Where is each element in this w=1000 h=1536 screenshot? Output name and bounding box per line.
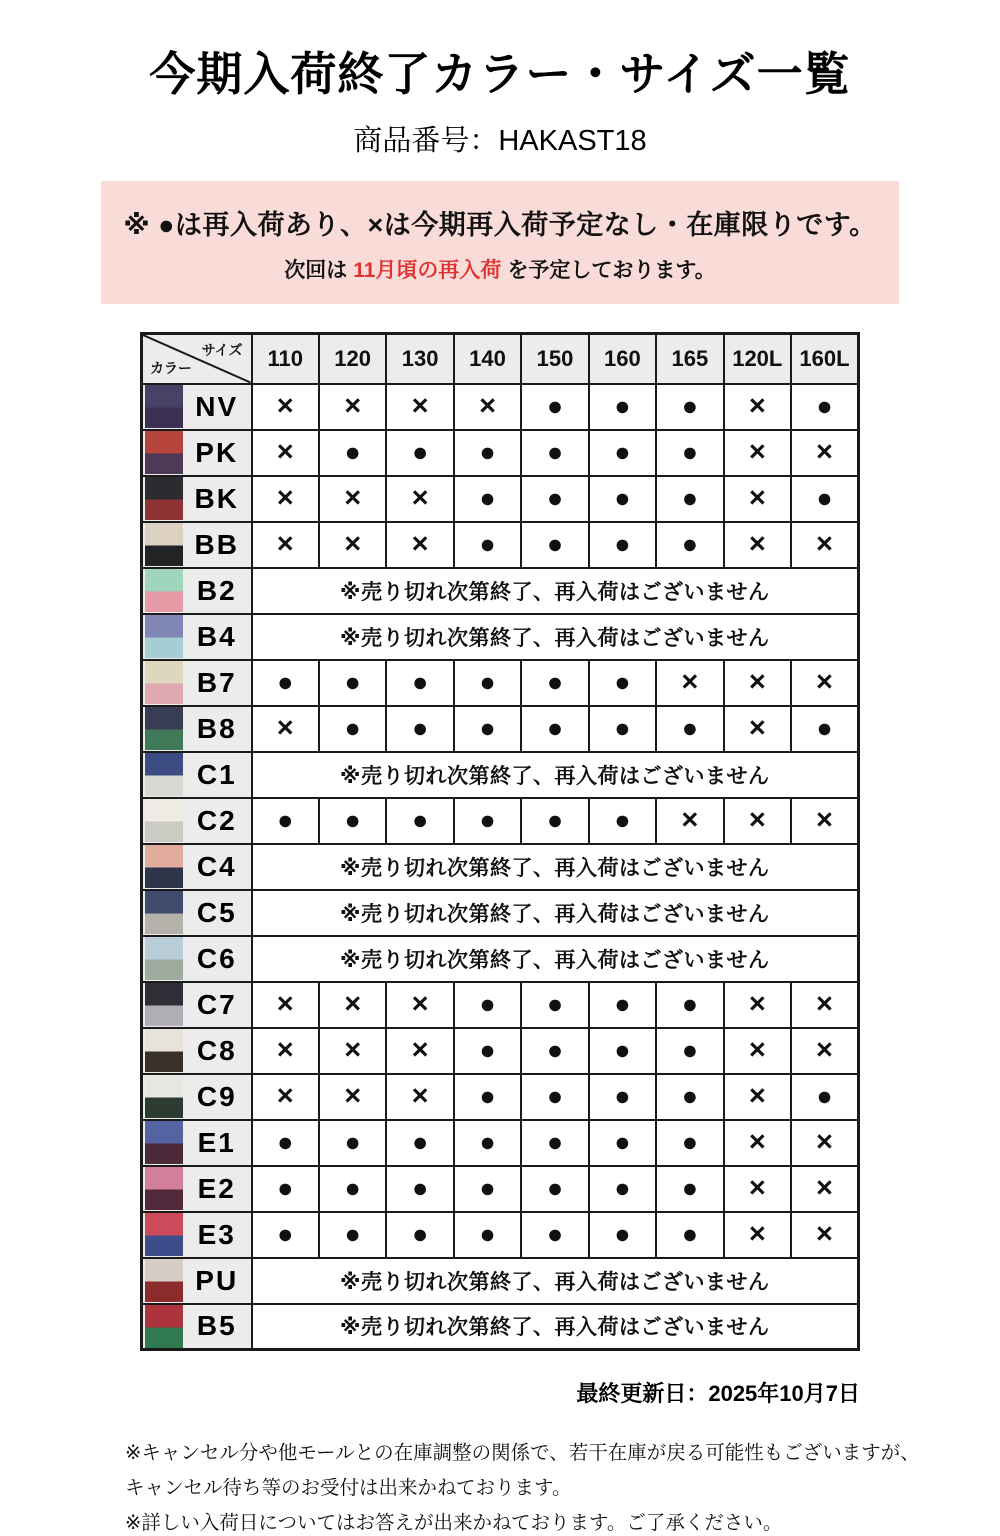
availability-mark-x: × [724, 1074, 791, 1120]
color-thumbnail [145, 661, 183, 704]
availability-mark-dot: ● [521, 430, 588, 476]
color-row-header [142, 936, 252, 982]
availability-mark-dot: ● [791, 706, 859, 752]
availability-mark-dot: ● [252, 1212, 319, 1258]
availability-mark-dot: ● [252, 798, 319, 844]
availability-mark-x: × [724, 1028, 791, 1074]
availability-mark-dot: ● [656, 1028, 723, 1074]
color-row-header [142, 890, 252, 936]
availability-mark-dot: ● [589, 1028, 656, 1074]
availability-mark-dot: ● [521, 798, 588, 844]
color-code-label: C2 [196, 804, 237, 836]
corner-color-label: カラー [150, 359, 192, 376]
availability-mark-x: × [724, 1212, 791, 1258]
availability-mark-dot: ● [521, 522, 588, 568]
table-row [142, 798, 859, 844]
color-thumbnail [145, 385, 183, 428]
availability-mark-dot: ● [319, 1212, 386, 1258]
color-thumbnail [145, 1075, 183, 1118]
color-code-label: B4 [196, 620, 237, 652]
color-row-header [142, 476, 252, 522]
color-row-header [142, 706, 252, 752]
availability-mark-dot: ● [521, 476, 588, 522]
color-code-label: PK [195, 436, 239, 468]
availability-mark-dot: ● [454, 430, 521, 476]
availability-mark-dot: ● [589, 430, 656, 476]
availability-mark-x: × [791, 430, 859, 476]
availability-mark-x: × [319, 982, 386, 1028]
availability-mark-dot: ● [521, 1120, 588, 1166]
color-code-label: E3 [197, 1218, 236, 1250]
size-column-header: 150 [521, 334, 588, 384]
notice-legend: ※ ●は再入荷あり、×は今期再入荷予定なし・在庫限りです。 [123, 210, 877, 240]
availability-mark-dot: ● [521, 982, 588, 1028]
availability-mark-dot: ● [319, 1166, 386, 1212]
availability-mark-dot: ● [521, 660, 588, 706]
color-thumbnail [145, 477, 183, 520]
availability-mark-x: × [791, 1028, 859, 1074]
availability-mark-x: × [252, 430, 319, 476]
color-thumbnail [145, 569, 183, 612]
availability-mark-x: × [454, 384, 521, 430]
availability-mark-dot: ● [656, 706, 723, 752]
availability-mark-dot: ● [454, 522, 521, 568]
availability-mark-dot: ● [656, 1120, 723, 1166]
color-row-header [142, 752, 252, 798]
availability-mark-dot: ● [319, 706, 386, 752]
availability-mark-dot: ● [589, 476, 656, 522]
color-thumbnail [145, 1029, 183, 1072]
color-code-label: C8 [196, 1034, 237, 1066]
color-thumbnail [145, 753, 183, 796]
availability-mark-dot: ● [386, 430, 453, 476]
availability-mark-x: × [319, 1074, 386, 1120]
availability-mark-x: × [791, 1212, 859, 1258]
availability-mark-dot: ● [319, 430, 386, 476]
availability-mark-x: × [724, 522, 791, 568]
color-thumbnail [145, 523, 183, 566]
color-code-label: E1 [197, 1126, 236, 1158]
availability-mark-dot: ● [589, 706, 656, 752]
size-column-header: 160L [791, 334, 859, 384]
table-row [142, 568, 859, 614]
color-row-header [142, 384, 252, 430]
size-header-row [142, 334, 859, 384]
availability-mark-dot: ● [656, 1074, 723, 1120]
footnotes [125, 1436, 940, 1536]
availability-mark-dot: ● [656, 982, 723, 1028]
color-row-header [142, 1120, 252, 1166]
table-row [142, 752, 859, 798]
color-code-label: B5 [196, 1310, 237, 1342]
availability-mark-x: × [724, 706, 791, 752]
availability-mark-x: × [724, 476, 791, 522]
availability-mark-x: × [319, 476, 386, 522]
availability-mark-x: × [386, 476, 453, 522]
footnote-line: ※キャンセル分や他モールとの在庫調整の関係で、若干在庫が戻る可能性もございますが、 [125, 1442, 920, 1464]
availability-mark-dot: ● [252, 660, 319, 706]
availability-mark-x: × [319, 522, 386, 568]
availability-mark-x: × [656, 798, 723, 844]
size-column-header: 165 [656, 334, 723, 384]
availability-mark-x: × [252, 384, 319, 430]
color-code-label: C1 [196, 758, 237, 790]
color-code-label: B7 [196, 666, 237, 698]
notice-restock-suffix: を予定しております。 [507, 259, 716, 282]
color-code-label: C9 [196, 1080, 237, 1112]
table-row [142, 1028, 859, 1074]
color-row-header [142, 844, 252, 890]
size-column-header: 130 [386, 334, 453, 384]
color-code-label: C5 [196, 896, 237, 928]
size-column-header: 120L [724, 334, 791, 384]
availability-mark-dot: ● [386, 660, 453, 706]
availability-mark-dot: ● [791, 384, 859, 430]
color-row-header [142, 1212, 252, 1258]
availability-mark-dot: ● [791, 1074, 859, 1120]
availability-mark-dot: ● [454, 1212, 521, 1258]
availability-mark-dot: ● [521, 384, 588, 430]
color-thumbnail [145, 1213, 183, 1256]
availability-mark-dot: ● [454, 798, 521, 844]
availability-mark-dot: ● [521, 1166, 588, 1212]
table-row [142, 1120, 859, 1166]
availability-mark-x: × [252, 982, 319, 1028]
availability-mark-dot: ● [589, 384, 656, 430]
availability-mark-x: × [252, 522, 319, 568]
color-row-header [142, 614, 252, 660]
availability-mark-dot: ● [386, 706, 453, 752]
size-column-header: 140 [454, 334, 521, 384]
color-thumbnail [145, 431, 183, 474]
color-row-header [142, 1028, 252, 1074]
table-row [142, 384, 859, 430]
availability-mark-x: × [252, 1074, 319, 1120]
table-row [142, 706, 859, 752]
table-row [142, 430, 859, 476]
color-thumbnail [145, 1259, 183, 1302]
soldout-note: ※売り切れ次第終了、再入荷はございません [252, 890, 859, 936]
notice-box [101, 181, 899, 304]
soldout-note: ※売り切れ次第終了、再入荷はございません [252, 614, 859, 660]
color-row-header [142, 798, 252, 844]
table-row [142, 522, 859, 568]
availability-mark-x: × [252, 476, 319, 522]
availability-mark-dot: ● [521, 1028, 588, 1074]
availability-mark-dot: ● [656, 430, 723, 476]
availability-mark-dot: ● [521, 1212, 588, 1258]
availability-mark-x: × [656, 660, 723, 706]
availability-mark-x: × [724, 798, 791, 844]
availability-mark-dot: ● [656, 1212, 723, 1258]
corner-cell [142, 334, 252, 384]
availability-mark-dot: ● [454, 660, 521, 706]
soldout-note: ※売り切れ次第終了、再入荷はございません [252, 752, 859, 798]
footnote-line: キャンセル待ち等のお受付は出来かねております。 [125, 1477, 572, 1500]
product-number: 商品番号：HAKAST18 [353, 125, 647, 157]
availability-mark-x: × [724, 1166, 791, 1212]
availability-mark-x: × [791, 1120, 859, 1166]
availability-mark-dot: ● [454, 1028, 521, 1074]
table-row [142, 936, 859, 982]
availability-mark-dot: ● [454, 1074, 521, 1120]
color-code-label: B2 [196, 574, 237, 606]
availability-mark-dot: ● [454, 982, 521, 1028]
color-row-header [142, 430, 252, 476]
color-code-label: BK [194, 482, 239, 514]
availability-mark-dot: ● [319, 1120, 386, 1166]
table-row [142, 1304, 859, 1350]
availability-table [140, 332, 860, 1351]
availability-mark-dot: ● [791, 476, 859, 522]
availability-mark-dot: ● [454, 1120, 521, 1166]
availability-mark-x: × [724, 384, 791, 430]
color-thumbnail [145, 983, 183, 1026]
corner-size-label: サイズ [201, 342, 243, 358]
availability-mark-x: × [319, 1028, 386, 1074]
availability-mark-dot: ● [589, 798, 656, 844]
soldout-note: ※売り切れ次第終了、再入荷はございません [252, 844, 859, 890]
notice-restock-line [111, 254, 889, 284]
table-row [142, 1074, 859, 1120]
availability-mark-x: × [252, 1028, 319, 1074]
availability-mark-dot: ● [252, 1120, 319, 1166]
availability-mark-dot: ● [319, 660, 386, 706]
availability-mark-dot: ● [521, 706, 588, 752]
notice-restock-highlight: 11月頃の再入荷 [353, 259, 502, 282]
page-title: 今期入荷終了カラー・サイズ一覧 [149, 48, 851, 100]
table-row [142, 1166, 859, 1212]
availability-mark-dot: ● [656, 1166, 723, 1212]
availability-mark-x: × [791, 660, 859, 706]
table-row [142, 1212, 859, 1258]
color-code-label: PU [195, 1264, 239, 1296]
color-code-label: E2 [197, 1172, 236, 1204]
color-thumbnail [145, 1305, 183, 1348]
availability-mark-dot: ● [521, 1074, 588, 1120]
footnote-line: ※詳しい入荷日についてはお答えが出来かねております。ご了承ください。 [125, 1512, 783, 1535]
color-code-label: B8 [196, 712, 237, 744]
availability-mark-dot: ● [589, 660, 656, 706]
color-thumbnail [145, 845, 183, 888]
size-column-header: 120 [319, 334, 386, 384]
size-column-header: 160 [589, 334, 656, 384]
availability-mark-dot: ● [589, 1212, 656, 1258]
color-row-header [142, 522, 252, 568]
last-updated: 最終更新日：2025年10月7日 [576, 1381, 860, 1406]
availability-mark-dot: ● [589, 1166, 656, 1212]
color-row-header [142, 1166, 252, 1212]
availability-mark-x: × [252, 706, 319, 752]
notice-restock-prefix: 次回は [284, 259, 348, 282]
soldout-note: ※売り切れ次第終了、再入荷はございません [252, 1304, 859, 1350]
availability-mark-dot: ● [454, 706, 521, 752]
availability-mark-x: × [724, 1120, 791, 1166]
table-row [142, 890, 859, 936]
size-column-header: 110 [252, 334, 319, 384]
availability-mark-x: × [319, 384, 386, 430]
availability-mark-dot: ● [386, 1166, 453, 1212]
color-thumbnail [145, 1167, 183, 1210]
availability-mark-dot: ● [454, 1166, 521, 1212]
color-row-header [142, 660, 252, 706]
availability-mark-x: × [791, 522, 859, 568]
availability-mark-x: × [386, 982, 453, 1028]
availability-mark-dot: ● [386, 1120, 453, 1166]
availability-mark-x: × [724, 982, 791, 1028]
availability-mark-dot: ● [589, 982, 656, 1028]
color-row-header [142, 1304, 252, 1350]
color-thumbnail [145, 707, 183, 750]
availability-mark-dot: ● [589, 522, 656, 568]
color-thumbnail [145, 1121, 183, 1164]
color-code-label: C6 [196, 942, 237, 974]
table-row [142, 844, 859, 890]
color-thumbnail [145, 615, 183, 658]
color-code-label: C7 [196, 988, 237, 1020]
availability-mark-x: × [724, 660, 791, 706]
availability-mark-dot: ● [454, 476, 521, 522]
table-row [142, 660, 859, 706]
soldout-note: ※売り切れ次第終了、再入荷はございません [252, 936, 859, 982]
availability-mark-dot: ● [252, 1166, 319, 1212]
soldout-note: ※売り切れ次第終了、再入荷はございません [252, 568, 859, 614]
soldout-note: ※売り切れ次第終了、再入荷はございません [252, 1258, 859, 1304]
availability-mark-dot: ● [656, 522, 723, 568]
availability-mark-dot: ● [589, 1120, 656, 1166]
availability-mark-dot: ● [319, 798, 386, 844]
availability-mark-x: × [791, 1166, 859, 1212]
availability-mark-x: × [791, 798, 859, 844]
availability-mark-x: × [386, 522, 453, 568]
color-row-header [142, 1074, 252, 1120]
availability-mark-dot: ● [656, 476, 723, 522]
availability-mark-x: × [724, 430, 791, 476]
color-code-label: BB [194, 528, 239, 560]
table-row [142, 614, 859, 660]
availability-mark-dot: ● [656, 384, 723, 430]
availability-table-body [142, 384, 859, 1350]
availability-mark-dot: ● [386, 1212, 453, 1258]
color-thumbnail [145, 799, 183, 842]
color-row-header [142, 1258, 252, 1304]
availability-mark-x: × [791, 982, 859, 1028]
color-row-header [142, 982, 252, 1028]
availability-mark-dot: ● [589, 1074, 656, 1120]
color-thumbnail [145, 937, 183, 980]
availability-mark-dot: ● [386, 798, 453, 844]
availability-mark-x: × [386, 1074, 453, 1120]
availability-mark-x: × [386, 384, 453, 430]
table-row [142, 476, 859, 522]
color-code-label: C4 [196, 850, 237, 882]
color-row-header [142, 568, 252, 614]
table-row [142, 982, 859, 1028]
color-code-label: NV [195, 390, 239, 422]
color-thumbnail [145, 891, 183, 934]
availability-mark-x: × [386, 1028, 453, 1074]
table-row [142, 1258, 859, 1304]
